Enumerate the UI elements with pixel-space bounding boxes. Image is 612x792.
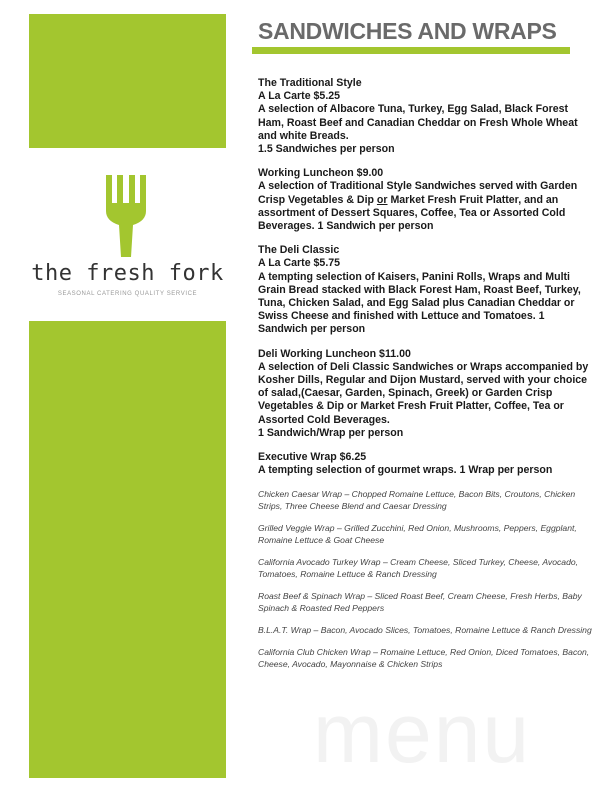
menu-item-working-luncheon [258,167,596,233]
item-name: The Traditional Style [258,77,362,89]
item-description: A tempting selection of Kaisers, Panini Rolls, Wraps and Multi Grain Bread stacked with Black Forest Ham, Roast Beef, Turkey, Tuna, Chicken Salad, and Egg Salad plus Canadian Cheddar or Swiss Cheese and finished with Lettuce and Tomatoes. 1 Sandwich per person [258,270,581,336]
item-description: A selection of Deli Classic Sandwiches or Wraps accompanied by Kosher Dills, Regular and Dijon Mustard, served with your choice of salad,(Caesar, Garden, Spinach, Greek) or Garden Crisp Vegetables & Dip or Market Fresh Fruit Platter, Coffee, Tea or Assorted Cold Beverages. [258,360,589,426]
brand-tagline: SEASONAL CATERING QUALITY SERVICE [57,291,198,297]
item-price: A La Carte $5.25 [258,90,341,103]
brand-name: the fresh fork [31,261,224,286]
description-underline: or [376,193,388,206]
item-description [258,180,596,233]
description-start: A selection of Traditional Style Sandwiches served with Garden Crisp Vegetables & Dip [258,180,578,206]
description-end: Market Fresh Fruit Platter, and an assortment of Dessert Squares, Coffee, Tea or Assorted Cold Beverages. 1 Sandwich per person [258,193,566,233]
wrap-option: California Avocado Turkey Wrap – Cream Cheese, Sliced Turkey, Cheese, Avocado, Tomatoes, Romaine Lettuce & Ranch Dressing [258,557,579,580]
item-name: The Deli Classic [258,244,340,257]
page-title: SANDWICHES AND WRAPS [258,18,557,44]
menu-item-traditional [258,77,596,156]
item-name: Deli Working Luncheon $11.00 [258,347,411,360]
item-description: A tempting selection of gourmet wraps. 1 Wrap per person [258,464,553,477]
title-underline [252,47,570,54]
item-name: Working Luncheon $9.00 [258,167,384,180]
item-price: A La Carte $5.75 [258,257,341,270]
menu-content [258,77,596,680]
item-portion: 1 Sandwich/Wrap per person [258,426,404,439]
fork-icon [102,175,152,257]
menu-item-deli-working-luncheon [258,348,596,440]
wrap-option: B.L.A.T. Wrap – Bacon, Avocado Slices, Tomatoes, Romaine Lettuce & Ranch Dressing [258,625,592,636]
wrap-option: California Club Chicken Wrap – Romaine Lettuce, Red Onion, Diced Tomatoes, Bacon, Cheese, Avocado, Mayonnaise & Chicken Strips [258,647,590,670]
green-panel-bottom [29,321,226,778]
menu-item-executive-wrap [258,451,596,477]
wrap-option: Grilled Veggie Wrap – Grilled Zucchini, Red Onion, Mushrooms, Peppers, Eggplant, Romaine Lettuce & Goat Cheese [258,523,577,546]
menu-watermark: menu [313,686,532,780]
green-panel-top [29,14,226,148]
wrap-option: Chicken Caesar Wrap – Chopped Romaine Lettuce, Bacon Bits, Croutons, Chicken Strips, Three Cheese Blend and Caesar Dressing [258,489,576,512]
item-portion: 1.5 Sandwiches per person [258,143,395,156]
item-name: Executive Wrap $6.25 [258,451,367,464]
wrap-option: Roast Beef & Spinach Wrap – Sliced Roast Beef, Cream Cheese, Fresh Herbs, Baby Spinach & Roasted Red Peppers [258,591,582,614]
logo [29,175,226,305]
item-description: A selection of Albacore Tuna, Turkey, Egg Salad, Black Forest Ham, Roast Beef and Canadian Cheddar on Fresh Whole Wheat and white Breads. [258,103,578,142]
menu-item-deli-classic [258,244,596,336]
